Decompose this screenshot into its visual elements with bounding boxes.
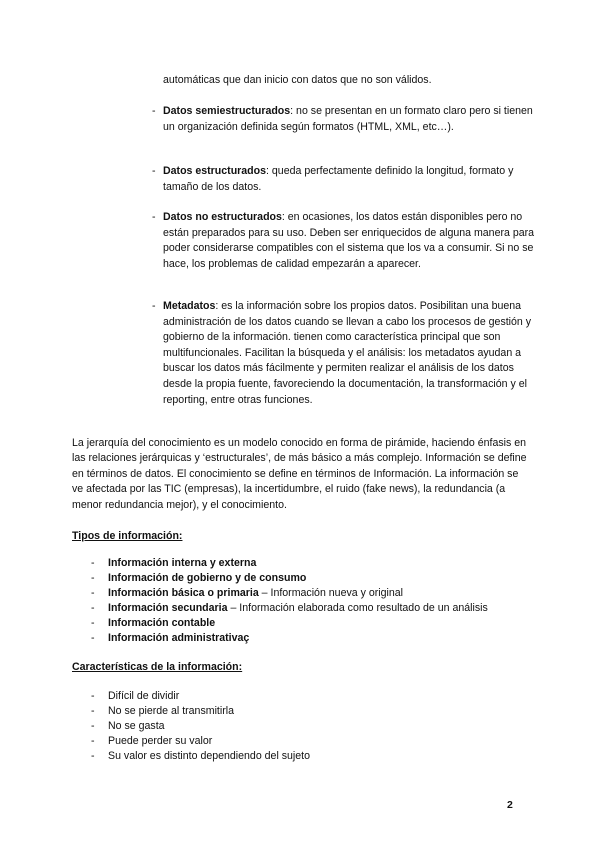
tipos-list xyxy=(91,556,541,646)
tipo-description: – Información nueva y original xyxy=(258,587,403,599)
list-dash: - xyxy=(91,602,95,614)
list-item xyxy=(91,616,541,631)
data-type-description: : es la información sobre los propios datos. Posibilitan una buena administración de los datos cuando se llevan a cabo los procesos de gestión y gobierno de la información. tienen como característica principal que son multifuncionales. Facilitan la búsqueda y el análisis: los metadatos ayudan a buscar los datos más fácilmente y permiten realizar el análisis de los datos desde la propia fuente, favoreciendo la documentación, la transformación y el reporting, entre otras funciones. xyxy=(163,300,532,406)
list-dash: - xyxy=(91,632,95,644)
list-dash: - xyxy=(152,165,156,177)
data-type-description: : en ocasiones, los datos están disponibles pero no están preparados para su uso. Deben ser enriquecidos de alguna manera para poder considerarse compatibles con el sistema que los va a consumir. Si no se hace, los problemas de calidad empezarán a aparecer. xyxy=(163,211,535,270)
caracteristica-text: Difícil de dividir xyxy=(108,690,180,702)
caracteristicas-list xyxy=(91,689,541,764)
data-type-description: : no se presentan en un formato claro pero si tienen un organización definida según formatos (HTML, XML, etc…). xyxy=(163,105,533,133)
list-dash: - xyxy=(152,300,156,312)
tipos-heading: Tipos de información: xyxy=(72,530,183,542)
list-item xyxy=(91,749,541,764)
data-type-term: Metadatos xyxy=(163,300,216,312)
list-dash: - xyxy=(91,572,95,584)
list-dash: - xyxy=(91,587,95,599)
tipo-term: Información secundaria xyxy=(108,602,228,614)
continuation-text xyxy=(163,73,538,89)
caracteristica-text: No se pierde al transmitirla xyxy=(108,705,234,717)
list-item xyxy=(91,601,541,616)
list-dash: - xyxy=(152,211,156,223)
tipo-term: Información administrativaç xyxy=(108,632,250,644)
page-number: 2 xyxy=(507,799,513,811)
list-item xyxy=(91,631,541,646)
data-type-item xyxy=(152,104,538,135)
tipo-term: Información interna y externa xyxy=(108,557,257,569)
list-item xyxy=(91,571,541,586)
knowledge-paragraph: La jerarquía del conocimiento es un modelo conocido en forma de pirámide, haciendo énfasis en las relaciones jerárquicas y ‘estructurales’, de más básico a más complejo. Información se define en términos de datos. El conocimiento se define en términos de Información. La información se ve afectada por las TIC (empresas), la incertidumbre, el ruido (fake news), la redundancia (a menor redundancia mejor), y el conocimiento. xyxy=(72,437,527,511)
data-type-item xyxy=(152,164,538,195)
continuation-line: automáticas que dan inicio con datos que no son válidos. xyxy=(163,74,432,86)
list-item xyxy=(91,556,541,571)
list-item xyxy=(91,689,541,704)
list-dash: - xyxy=(91,557,95,569)
data-type-term: Datos no estructurados xyxy=(163,211,282,223)
list-dash: - xyxy=(91,720,95,732)
list-dash: - xyxy=(152,105,156,117)
list-dash: - xyxy=(91,750,95,762)
data-type-term: Datos estructurados xyxy=(163,165,267,177)
list-item xyxy=(91,586,541,601)
list-item xyxy=(91,734,541,749)
caracteristicas-heading: Características de la información: xyxy=(72,661,243,673)
tipo-term: Información de gobierno y de consumo xyxy=(108,572,307,584)
caracteristica-text: No se gasta xyxy=(108,720,165,732)
data-type-item xyxy=(152,210,538,272)
list-dash: - xyxy=(91,690,95,702)
tipo-term: Información básica o primaria xyxy=(108,587,259,599)
list-dash: - xyxy=(91,617,95,629)
data-type-item xyxy=(152,299,538,408)
caracteristica-text: Su valor es distinto dependiendo del sujeto xyxy=(108,750,311,762)
tipo-description: – Información elaborada como resultado de un análisis xyxy=(227,602,488,614)
data-type-term: Datos semiestructurados xyxy=(163,105,291,117)
caracteristica-text: Puede perder su valor xyxy=(108,735,213,747)
data-type-description: : queda perfectamente definido la longitud, formato y tamaño de los datos. xyxy=(163,165,514,193)
list-dash: - xyxy=(91,705,95,717)
list-item xyxy=(91,719,541,734)
list-item xyxy=(91,704,541,719)
tipo-term: Información contable xyxy=(108,617,216,629)
list-dash: - xyxy=(91,735,95,747)
